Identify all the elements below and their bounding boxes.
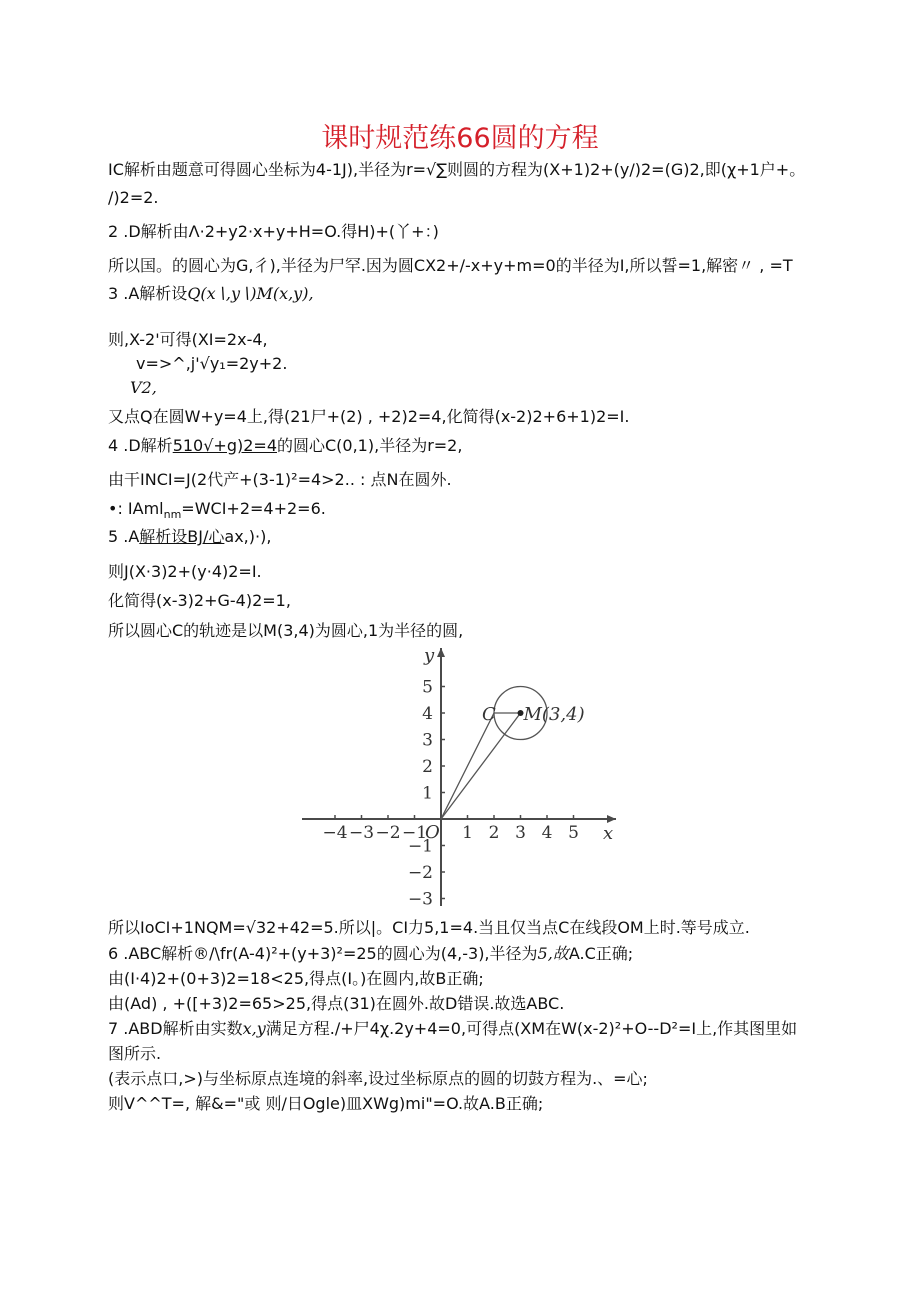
y-tick-label: 1	[422, 783, 433, 804]
text-line-5-head: 3 .A解析设	[108, 284, 188, 303]
text-line-12	[108, 499, 326, 525]
x-tick-label: 2	[488, 823, 500, 843]
x-tick-label: −1	[401, 823, 428, 843]
x-tick-label: −2	[375, 823, 401, 843]
text-line-11: 由干INCI=J(2代产+(3-1)²=4>2.. : 点N在圆外.	[108, 470, 452, 489]
text-line-13-tail: ax,)·),	[224, 527, 272, 546]
segment-line	[441, 713, 521, 819]
text-line-21-head: 7 .ABD解析由实数	[108, 1019, 243, 1038]
text-line-7: v=>^,j'√y₁=2y+2.	[136, 354, 288, 373]
text-line-20: 由(Ad) , +([+3)2=65>25,得点(31)在圆外.故D错误.故选ABC.	[108, 994, 565, 1013]
text-line-24: 则V^^T=, 解&="或 则/日Ogle)皿XWg)mi"=O.故A.B正确;	[108, 1094, 544, 1113]
point-c-label: C	[482, 704, 496, 725]
text-line-18	[108, 944, 633, 964]
text-line-13	[108, 527, 271, 547]
text-line-22: 图所示.	[108, 1044, 162, 1063]
text-line-18-head: 6 .ABC解析®∕\fr(A-4)²+(y+3)²=25的圆心为(4,-3),半径为	[108, 944, 538, 963]
x-tick-label: 5	[568, 823, 579, 843]
y-axis-arrow	[437, 648, 445, 657]
y-tick-label: 4	[422, 704, 433, 724]
page-title: 课时规范练66圆的方程	[321, 123, 599, 154]
text-line-10-tail: 的圆心C(0,1),半径为r=2,	[277, 436, 463, 455]
text-line-12-head: •: IAml	[108, 499, 164, 518]
y-tick-label: 3	[422, 730, 433, 751]
text-line-12-tail: =WCI+2=4+2=6.	[181, 499, 326, 518]
text-line-8	[130, 378, 157, 398]
text-line-17: 所以IoCI+1NQM=√32+42=5.所以|。CI力5,1=4.当且仅当点C在线段OM上时.等号成立.	[108, 918, 750, 937]
y-tick-label: −1	[407, 836, 433, 857]
x-axis-label: x	[603, 823, 614, 844]
text-line-10	[108, 436, 462, 456]
text-line-5	[108, 284, 314, 304]
text-line-5-math: Q(x∖,y∖)M(x,y),	[187, 284, 314, 303]
y-tick-label: −2	[407, 863, 433, 883]
text-line-10-head: 4 .D解析	[108, 436, 173, 455]
text-line-1: IC解析由题意可得圆心坐标为4-1J),半径为r=√∑则圆的方程为(X+1)2+(y/)2=(G)2,即(χ+1户+。	[108, 160, 806, 179]
text-line-16: 所以圆心C的轨迹是以M(3,4)为圆心,1为半径的圆,	[108, 621, 464, 640]
text-line-12-sub: nm	[163, 508, 182, 522]
x-tick-label: −3	[348, 823, 375, 843]
x-tick-label: 4	[541, 823, 553, 843]
text-line-13-underlined: 解析设BJ/心	[139, 527, 225, 546]
segment-line	[441, 713, 494, 819]
text-line-21	[108, 1019, 797, 1039]
text-line-8-math: V2,	[130, 378, 157, 397]
text-line-21-tail: 满足方程.∕+尸4χ.2y+4=0,可得点(XM在W(x-2)²+O--D²=I上,作其图里如	[265, 1019, 798, 1038]
text-line-4: 所以国。的圆心为G,彳),半径为尸罕.因为圆CX2+∕-x+y+m=0的半径为I,所以誓=1,解密〃 , =T	[108, 256, 793, 275]
y-tick-label: 5	[422, 677, 433, 698]
text-line-23: (表示点口,>)与坐标原点连境的斜率,设过坐标原点的圆的切鼓方程为.、=心;	[108, 1069, 648, 1088]
text-line-14: 则J(X·3)2+(y·4)2=I.	[108, 562, 262, 581]
y-tick-label: 2	[422, 757, 433, 777]
x-tick-label: 3	[515, 823, 526, 843]
text-line-2: /)2=2.	[108, 188, 159, 207]
text-line-21-math: x,y	[242, 1019, 266, 1038]
point-m-label: M(3,4)	[523, 704, 585, 725]
text-line-19: 由(I·4)2+(0+3)2=18<25,得点(I。)在圆内,故B正确;	[108, 969, 484, 988]
y-tick-label: −3	[407, 889, 433, 910]
text-line-15: 化简得(x-3)2+G-4)2=1,	[108, 591, 291, 610]
text-line-18-math: 5,故	[537, 944, 569, 963]
text-line-6: 则,X-2'可得(XI=2x-4,	[108, 330, 268, 349]
text-line-13-head: 5 .A	[108, 527, 140, 546]
text-line-10-underlined: 510√+g)2=4	[172, 436, 277, 455]
x-tick-label: 1	[462, 823, 473, 843]
circle-trajectory-figure	[300, 644, 622, 910]
x-axis-arrow	[607, 815, 616, 823]
text-line-9: 又点Q在圆W+y=4上,得(21尸+(2) , +2)2=4,化简得(x-2)2+6+1)2=I.	[108, 407, 630, 426]
y-axis-label: y	[424, 645, 435, 666]
text-line-3: 2 .D解析由Λ·2+y2·x+y+H=O.得H)+(丫+：)	[108, 222, 439, 241]
x-tick-label: −4	[322, 823, 348, 843]
origin-label: O	[425, 822, 440, 843]
text-line-18-tail: A.C正确;	[568, 944, 634, 963]
